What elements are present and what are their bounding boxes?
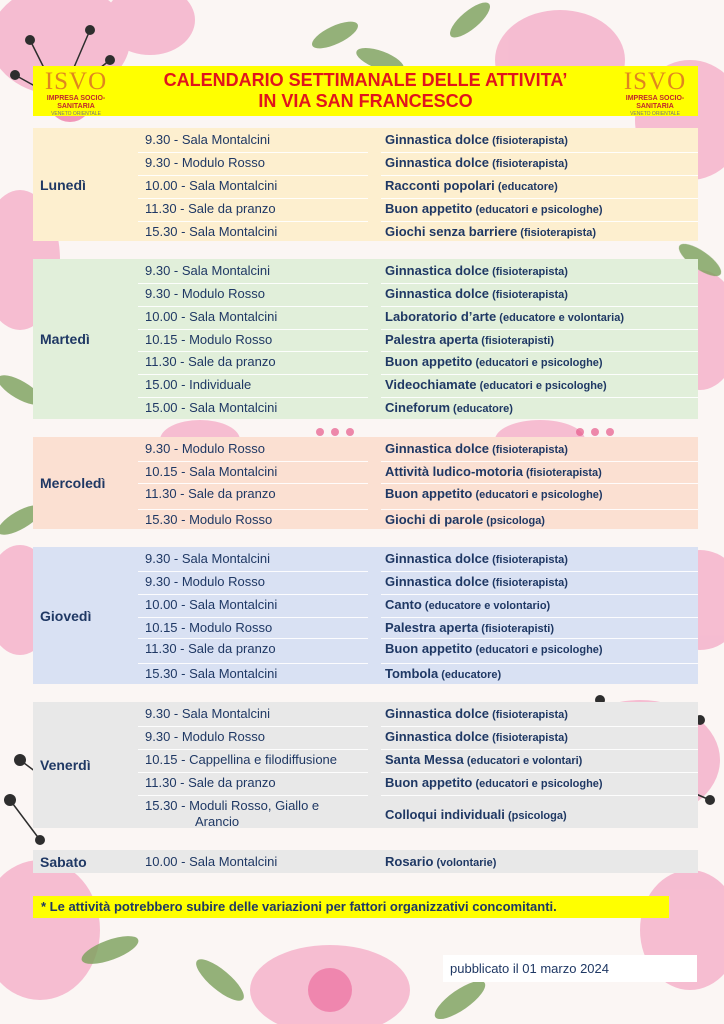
header-banner: [33, 66, 698, 116]
schedule-row: [33, 666, 698, 689]
activity: [385, 309, 694, 326]
activity-name: Ginnastica dolce: [385, 441, 490, 456]
time-location: [145, 263, 370, 279]
activity-name: Canto: [385, 597, 422, 612]
row-divider: [381, 617, 698, 618]
time-location-text: 15.30 - Sala Montalcini: [145, 666, 278, 681]
activity-staff: (educatore): [438, 669, 502, 681]
activity-name: Giochi senza barriere: [385, 224, 518, 239]
time-location-text: 11.30 - Sale da pranzo: [145, 641, 276, 656]
activity-staff: (psicologa): [483, 515, 545, 527]
activity-staff: (educatori e psicologhe): [472, 357, 603, 369]
time-location: [145, 400, 370, 416]
row-divider: [138, 571, 368, 572]
publication-date: pubblicato il 01 marzo 2024: [443, 955, 697, 982]
activity-staff: (fisioterapista): [489, 709, 568, 721]
row-divider: [138, 594, 368, 595]
activity-name: Videochiamate: [385, 377, 477, 392]
activity-name: Ginnastica dolce: [385, 132, 490, 147]
row-divider: [138, 663, 368, 664]
activity-staff: (fisioterapista): [489, 554, 568, 566]
row-divider: [381, 329, 698, 330]
activity: [385, 551, 694, 568]
activity-staff: (fisioterapista): [489, 444, 568, 456]
time-location-text: 10.15 - Sala Montalcini: [145, 464, 278, 479]
activity-staff: (educatore): [494, 181, 558, 193]
row-divider: [138, 772, 368, 773]
row-divider: [381, 638, 698, 639]
schedule-row: [33, 854, 698, 877]
day-block-0: [33, 128, 698, 241]
activity-staff: (educatori e psicologhe): [472, 489, 603, 501]
row-divider: [138, 726, 368, 727]
logo-text: ISVO: [623, 68, 687, 95]
activity: [385, 729, 694, 746]
row-divider: [381, 283, 698, 284]
activity-staff: (fisioterapisti): [478, 623, 555, 635]
row-divider: [138, 795, 368, 796]
activity-name: Ginnastica dolce: [385, 729, 490, 744]
activity: [385, 441, 694, 458]
activity-name: Cineforum: [385, 400, 450, 415]
activity: [385, 752, 694, 769]
day-label: Martedì: [40, 331, 90, 347]
time-location-text: 10.00 - Sala Montalcini: [145, 309, 278, 324]
activity: [385, 512, 694, 529]
row-divider: [381, 198, 698, 199]
title-line-1: CALENDARIO SETTIMANALE DELLE ATTIVITA’: [163, 70, 568, 90]
time-location: [145, 464, 370, 480]
activity: [385, 332, 694, 349]
row-divider: [381, 221, 698, 222]
activity-staff: (fisioterapista): [522, 467, 602, 479]
row-divider: [138, 638, 368, 639]
activity-name: Santa Messa: [385, 752, 464, 767]
activity-name: Rosario: [385, 854, 434, 869]
schedule-row: [33, 400, 698, 423]
row-divider: [138, 397, 368, 398]
row-divider: [381, 351, 698, 352]
row-divider: [138, 374, 368, 375]
row-divider: [138, 617, 368, 618]
row-divider: [381, 795, 698, 796]
time-location: [145, 551, 370, 567]
activity-name: Ginnastica dolce: [385, 706, 490, 721]
activity: [385, 464, 694, 481]
activity: [385, 155, 694, 172]
activity: [385, 132, 694, 149]
activity-staff: (educatori e volontari): [463, 755, 583, 767]
activity-name: Palestra aperta: [385, 332, 479, 347]
row-divider: [381, 509, 698, 510]
activity-staff: (educatore e volontario): [421, 600, 551, 612]
time-location: [145, 441, 370, 457]
row-divider: [138, 329, 368, 330]
time-location: [145, 224, 370, 240]
time-location: [145, 377, 370, 393]
time-location-text: 9.30 - Modulo Rosso: [145, 155, 265, 170]
title-line-2: IN VIA SAN FRANCESCO: [258, 91, 473, 111]
activity-name: Attività ludico-motoria: [385, 464, 523, 479]
logo-text: ISVO: [44, 68, 108, 95]
activity-name: Tombola: [385, 666, 439, 681]
row-divider: [138, 461, 368, 462]
day-block-3: [33, 547, 698, 684]
time-location: [145, 706, 370, 722]
row-divider: [138, 198, 368, 199]
row-divider: [138, 509, 368, 510]
logo-subtitle-2: VENETO ORIENTALE: [630, 111, 680, 117]
time-location-text: 15.00 - Individuale: [145, 377, 252, 392]
time-location: [145, 775, 370, 791]
row-divider: [381, 726, 698, 727]
time-location: [145, 666, 370, 682]
day-block-4: [33, 702, 698, 828]
activity-staff: (educatori e psicologhe): [472, 204, 603, 216]
time-location: [145, 486, 370, 502]
activity-staff: (educatori e psicologhe): [472, 778, 603, 790]
isvo-logo-left: [35, 68, 117, 117]
schedule-row: [33, 620, 698, 643]
time-location-text: 10.15 - Modulo Rosso: [145, 332, 273, 347]
schedule-row: [33, 512, 698, 535]
activity-name: Buon appetito: [385, 775, 473, 790]
activity: [385, 178, 694, 195]
day-label: Lunedì: [40, 176, 86, 193]
isvo-logo-right: [614, 68, 696, 117]
time-location-continuation: Arancio: [195, 814, 240, 829]
logo-subtitle-2: VENETO ORIENTALE: [51, 111, 101, 117]
activity-staff: (fisioterapista): [489, 577, 568, 589]
activity-name: Ginnastica dolce: [385, 551, 490, 566]
time-location: [145, 155, 370, 171]
activity: [385, 574, 694, 591]
activity-name: Giochi di parole: [385, 512, 484, 527]
activity-name: Ginnastica dolce: [385, 263, 490, 278]
activity-staff: (fisioterapista): [489, 289, 568, 301]
row-divider: [381, 175, 698, 176]
schedule-row: [33, 486, 698, 509]
activity: [385, 775, 694, 792]
row-divider: [381, 306, 698, 307]
activity-staff: (fisioterapista): [489, 266, 568, 278]
day-label: Venerdì: [40, 757, 91, 773]
row-divider: [138, 283, 368, 284]
day-block-5: [33, 850, 698, 873]
activity-staff: (fisioterapista): [489, 732, 568, 744]
activity: [385, 597, 694, 614]
page-title: [123, 70, 608, 112]
time-location: [145, 729, 370, 745]
day-label: Sabato: [40, 853, 87, 870]
time-location: [145, 201, 370, 217]
schedule-row: [33, 798, 698, 829]
row-divider: [138, 306, 368, 307]
time-location: [145, 574, 370, 590]
row-divider: [138, 483, 368, 484]
time-location-text: 9.30 - Sala Montalcini: [145, 263, 271, 278]
time-location-text: 11.30 - Sale da pranzo: [145, 775, 276, 790]
row-divider: [381, 772, 698, 773]
activity: [385, 224, 694, 241]
activity-staff: (educatori e psicologhe): [472, 644, 603, 656]
time-location: [145, 178, 370, 194]
day-label: Giovedì: [40, 607, 92, 624]
time-location: [145, 332, 370, 348]
row-divider: [381, 749, 698, 750]
activity: [385, 854, 694, 871]
activity-name: Buon appetito: [385, 201, 473, 216]
activity-name: Palestra aperta: [385, 620, 479, 635]
time-location: [145, 132, 370, 148]
row-divider: [381, 663, 698, 664]
row-divider: [138, 749, 368, 750]
row-divider: [381, 483, 698, 484]
time-location: [145, 620, 370, 636]
time-location-text: 10.00 - Sala Montalcini: [145, 597, 278, 612]
time-location: [145, 597, 370, 613]
time-location-text: 15.30 - Moduli Rosso, Giallo e: [145, 798, 320, 813]
activity-name: Ginnastica dolce: [385, 286, 490, 301]
row-divider: [381, 152, 698, 153]
activity-staff: (educatori e psicologhe): [476, 380, 607, 392]
activity-staff: (fisioterapisti): [478, 335, 555, 347]
time-location-text: 10.00 - Sala Montalcini: [145, 854, 278, 869]
time-location-text: 15.00 - Sala Montalcini: [145, 400, 278, 415]
activity-staff: (fisioterapista): [489, 135, 568, 147]
activity-name: Buon appetito: [385, 641, 473, 656]
time-location-text: 15.30 - Modulo Rosso: [145, 512, 273, 527]
activity-staff: (educatore): [450, 403, 513, 415]
time-location-text: 9.30 - Modulo Rosso: [145, 574, 265, 589]
activity-staff: (volontarie): [433, 857, 497, 869]
time-location-text: 9.30 - Sala Montalcini: [145, 706, 271, 721]
activity: [385, 620, 694, 637]
time-location: [145, 354, 370, 370]
row-divider: [381, 571, 698, 572]
activity-name: Colloqui individuali: [385, 807, 505, 822]
activity-staff: (educatore e volontaria): [496, 312, 625, 324]
time-location: [145, 854, 370, 870]
time-location-text: 9.30 - Modulo Rosso: [145, 286, 265, 301]
activity: [385, 286, 694, 303]
activity-name: Ginnastica dolce: [385, 574, 490, 589]
activity-staff: (fisioterapista): [489, 158, 568, 170]
time-location-text: 10.00 - Sala Montalcini: [145, 178, 278, 193]
time-location-text: 15.30 - Sala Montalcini: [145, 224, 278, 239]
activity: [385, 201, 694, 218]
row-divider: [138, 351, 368, 352]
time-location: [145, 309, 370, 325]
row-divider: [138, 175, 368, 176]
time-location: [145, 641, 370, 657]
schedule-row: [33, 224, 698, 247]
time-location-text: 10.15 - Cappellina e filodiffusione: [145, 752, 338, 767]
row-divider: [381, 594, 698, 595]
activity: [385, 377, 694, 394]
row-divider: [381, 374, 698, 375]
activity: [385, 807, 694, 824]
activity: [385, 706, 694, 723]
activity-name: Racconti popolari: [385, 178, 495, 193]
row-divider: [138, 221, 368, 222]
time-location-text: 9.30 - Modulo Rosso: [145, 441, 265, 456]
time-location: [145, 752, 370, 768]
activity-name: Laboratorio d’arte: [385, 309, 497, 324]
row-divider: [138, 152, 368, 153]
time-location-text: 9.30 - Sala Montalcini: [145, 551, 271, 566]
row-divider: [381, 461, 698, 462]
time-location: [145, 798, 370, 830]
activity: [385, 400, 694, 417]
schedule-row: [33, 641, 698, 664]
logo-subtitle: IMPRESA SOCIO-SANITARIA: [625, 95, 685, 110]
activity: [385, 486, 694, 503]
variation-note: * Le attività potrebbero subire delle variazioni per fattori organizzativi concomitanti.: [33, 896, 669, 918]
day-label: Mercoledì: [40, 475, 106, 491]
logo-subtitle: IMPRESA SOCIO-SANITARIA: [46, 95, 106, 110]
time-location-text: 11.30 - Sale da pranzo: [145, 486, 276, 501]
activity-staff: (psicologa): [504, 810, 567, 822]
activity-name: Buon appetito: [385, 486, 473, 501]
day-block-2: [33, 437, 698, 529]
time-location: [145, 286, 370, 302]
activity-staff: (fisioterapista): [517, 227, 597, 239]
time-location-text: 11.30 - Sale da pranzo: [145, 201, 276, 216]
row-divider: [381, 397, 698, 398]
time-location-text: 9.30 - Sala Montalcini: [145, 132, 271, 147]
activity-name: Buon appetito: [385, 354, 473, 369]
day-block-1: [33, 259, 698, 419]
activity: [385, 263, 694, 280]
time-location-text: 9.30 - Modulo Rosso: [145, 729, 265, 744]
activity: [385, 666, 694, 683]
activity: [385, 354, 694, 371]
time-location-text: 11.30 - Sale da pranzo: [145, 354, 276, 369]
time-location-text: 10.15 - Modulo Rosso: [145, 620, 273, 635]
time-location: [145, 512, 370, 528]
activity-name: Ginnastica dolce: [385, 155, 490, 170]
activity: [385, 641, 694, 658]
